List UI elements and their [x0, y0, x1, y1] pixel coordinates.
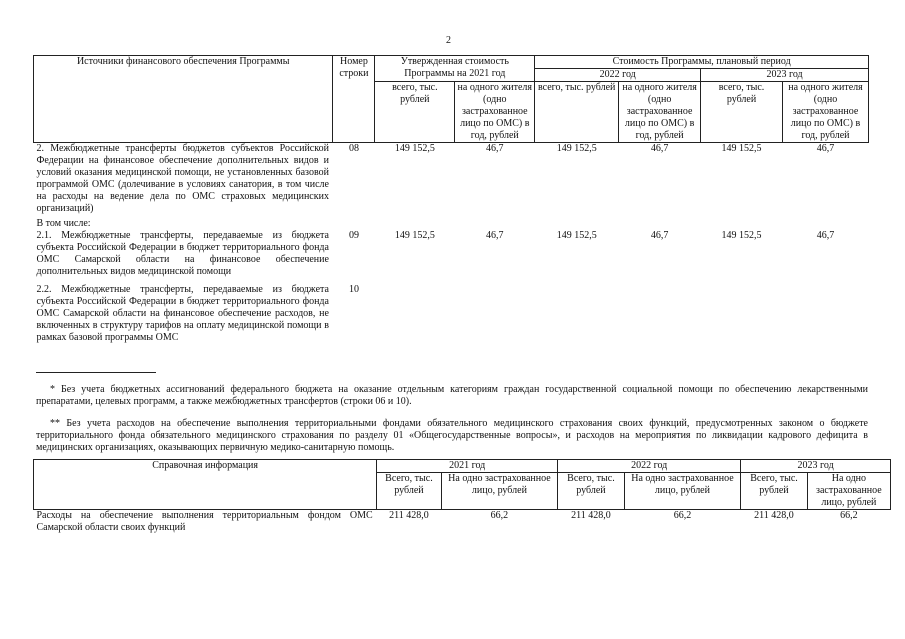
- row-label: Расходы на обеспечение выполнения территориальным фондом ОМС Самарской области своих функций: [36, 510, 373, 533]
- table-row: [34, 510, 891, 535]
- row-source: 2.1. Межбюджетные трансферты, передаваемые из бюджета субъекта Российской Федерации в бюджет территориального фонда ОМС Самарской области на финансовое обеспечение дополнительных видов медицинской помощи: [36, 230, 329, 277]
- row-source: 2. Межбюджетные трансферты бюджетов субъектов Российской Федерации на финансовое обеспечение дополнительных видов и условий оказания медицинской помощи, не установленных базовой программой ОМС (долечивание в условиях санатория, в том числе на расходы на ведение дела по ОМС страховых медицинских организаций): [34, 143, 333, 216]
- footnote-divider: [36, 372, 156, 373]
- cell-per-person-2022: [619, 215, 701, 230]
- header-per-person-2023: на одного жителя (одно застрахованное лицо по ОМС) в год, рублей: [782, 82, 868, 143]
- header-per-person-2022: На одно застрахованное лицо, рублей: [624, 473, 740, 510]
- cell-total-2023: [701, 278, 783, 344]
- footnote-1: * Без учета бюджетных ассигнований федерального бюджета на оказание отдельным категориям граждан государственной социальной помощи по обеспечению лекарственными препаратами, целевых программ, а также межбюджетных трансфертов (строки 06 и 10).: [36, 384, 868, 407]
- header-reference-info: Справочная информация: [34, 460, 377, 510]
- header-source: Источники финансового обеспечения Программы: [34, 56, 333, 143]
- cell-per-person-2022: [619, 278, 701, 344]
- row-number: 09: [348, 230, 359, 241]
- reference-info-table: [33, 459, 891, 534]
- financing-sources-table: [33, 55, 869, 344]
- cell-per-person-2022: 46,7: [619, 143, 701, 216]
- cell-total-2023: 211 428,0: [754, 510, 794, 521]
- cell-per-person-2023: 66,2: [840, 510, 858, 521]
- header-total-2022: всего, тыс. рублей: [535, 82, 619, 143]
- row-number: [333, 215, 375, 230]
- cell-total-2021: 211 428,0: [389, 510, 429, 521]
- cell-total-2022: [535, 278, 619, 344]
- cell-per-person-2022: 66,2: [673, 510, 692, 521]
- cell-per-person-2021: 46,7: [455, 143, 535, 216]
- table-row: [34, 215, 869, 230]
- header-total-2021: Всего, тыс. рублей: [377, 473, 441, 510]
- header-approved-2021: Утвержденная стоимость Программы на 2021 год: [375, 56, 535, 82]
- row-number: 10: [348, 284, 359, 295]
- header-per-person-2021: На одно застрахованное лицо, рублей: [441, 473, 557, 510]
- cell-per-person-2023: [782, 278, 868, 344]
- table-row: [34, 278, 869, 344]
- page-number: 2: [446, 35, 451, 46]
- cell-total-2023: 149 152,5: [701, 143, 783, 216]
- cell-per-person-2021: [455, 278, 535, 344]
- cell-total-2021: 149 152,5: [375, 143, 455, 216]
- row-source: В том числе:: [36, 218, 91, 229]
- header-total-2021: всего, тыс. рублей: [375, 82, 455, 143]
- cell-total-2022: 211 428,0: [571, 510, 611, 521]
- cell-per-person-2021: 66,2: [490, 510, 509, 521]
- cell-total-2022: 149 152,5: [556, 230, 597, 241]
- table-row: [34, 143, 869, 216]
- cell-per-person-2021: 46,7: [486, 230, 504, 241]
- row-source: 2.2. Межбюджетные трансферты, передаваемые из бюджета субъекта Российской Федерации в бюджет территориального фонда ОМС Самарской области на финансовое обеспечение расходов, не включенных в структуру тарифов на оплату медицинской помощи в рамках базовой программы ОМС: [36, 284, 329, 343]
- header-2021: 2021 год: [377, 460, 558, 473]
- cell-per-person-2022: 46,7: [650, 230, 669, 241]
- header-per-person-2022: на одного жителя (одно застрахованное лицо по ОМС) в год, рублей: [619, 82, 701, 143]
- cell-total-2021: [375, 278, 455, 344]
- row-number: 08: [333, 143, 375, 216]
- header-total-2022: Всего, тыс. рублей: [558, 473, 625, 510]
- cell-per-person-2021: [455, 215, 535, 230]
- cell-per-person-2023: 46,7: [782, 143, 868, 216]
- header-per-person-2023: На одно застрахованное лицо, рублей: [807, 473, 890, 510]
- header-total-2023: всего, тыс. рублей: [701, 82, 783, 143]
- header-total-2023: Всего, тыс. рублей: [741, 473, 808, 510]
- footnote-2: ** Без учета расходов на обеспечение выполнения территориальными фондами обязательного медицинского страхования своих функций, предусмотренных законом о бюджете территориального фонда обязательного медицинского страхования по разделу 01 «Общегосударственные вопросы», и расходов на мероприятия по ликвидации кадрового дефицита в медицинских организациях, оказывающих первичную медико-санитарную помощь.: [36, 418, 868, 453]
- cell-total-2023: [701, 215, 783, 230]
- cell-total-2022: [535, 215, 619, 230]
- header-2022: 2022 год: [558, 460, 741, 473]
- cell-total-2023: 149 152,5: [721, 230, 762, 241]
- cell-total-2021: [375, 215, 455, 230]
- cell-total-2022: 149 152,5: [535, 143, 619, 216]
- cell-per-person-2023: 46,7: [816, 230, 835, 241]
- header-2022: 2022 год: [535, 69, 701, 82]
- header-2023: 2023 год: [701, 69, 869, 82]
- header-planned-period: Стоимость Программы, плановый период: [535, 56, 869, 69]
- cell-per-person-2023: [782, 215, 868, 230]
- table-row: [34, 230, 869, 278]
- header-2023: 2023 год: [741, 460, 891, 473]
- cell-total-2021: 149 152,5: [394, 230, 435, 241]
- header-row-number: Номер строки: [333, 56, 375, 143]
- header-per-person-2021: на одного жителя (одно застрахованное лицо по ОМС) в год, рублей: [455, 82, 535, 143]
